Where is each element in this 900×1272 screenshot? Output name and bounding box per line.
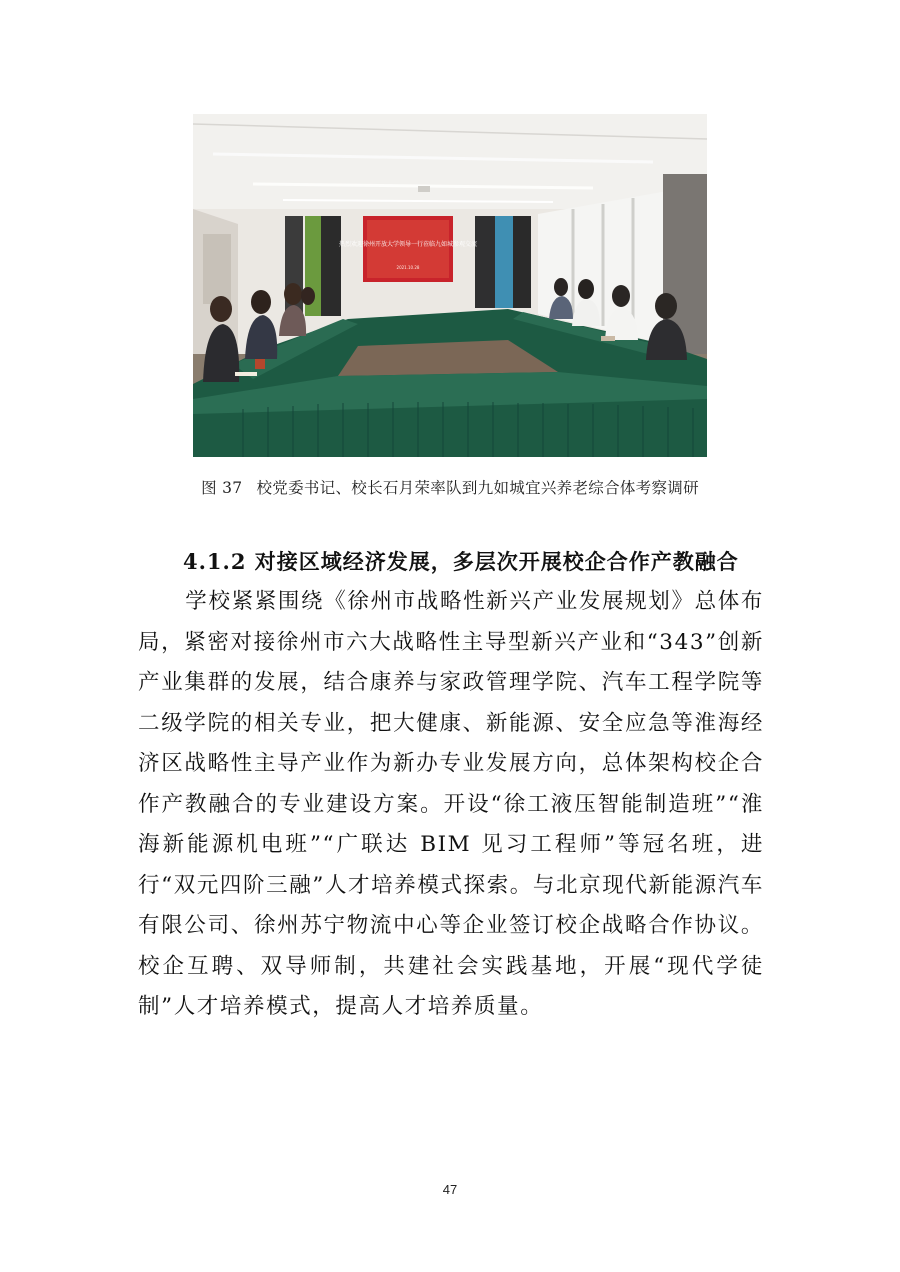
- screen-title: 热烈欢迎徐州开放大学领导一行莅临九如城参观交流: [338, 241, 478, 248]
- section-heading: 4.1.2 对接区域经济发展，多层次开展校企合作产教融合: [183, 549, 739, 574]
- figure-number: 图 37: [201, 479, 243, 497]
- figure-caption: [0, 476, 900, 498]
- body-paragraph: 学校紧紧围绕《徐州市战略性新兴产业发展规划》总体布局，紧密对接徐州市六大战略性主导型新兴产业和“343”创新产业集群的发展，结合康养与家政管理学院、汽车工程学院等二级学院的相关专业，把大健康、新能源、安全应急等淮海经济区战略性主导产业作为新办专业发展方向，总体架构校企合作产教融合的专业建设方案。开设“徐工液压智能制造班”“淮海新能源机电班”“广联达 BIM 见习工程师”等冠名班，进行“双元四阶三融”人才培养模式探索。与北京现代新能源汽车有限公司、徐州苏宁物流中心等企业签订校企战略合作协议。校企互聘、双导师制，共建社会实践基地，开展“现代学徒制”人才培养模式，提高人才培养质量。: [138, 589, 764, 1019]
- figure-caption-text: 校党委书记、校长石月荣率队到九如城宜兴养老综合体考察调研: [256, 479, 699, 497]
- screen-date: 2021.10.28: [396, 265, 420, 270]
- page-number: 47: [442, 1182, 458, 1197]
- meeting-photo: [193, 114, 707, 457]
